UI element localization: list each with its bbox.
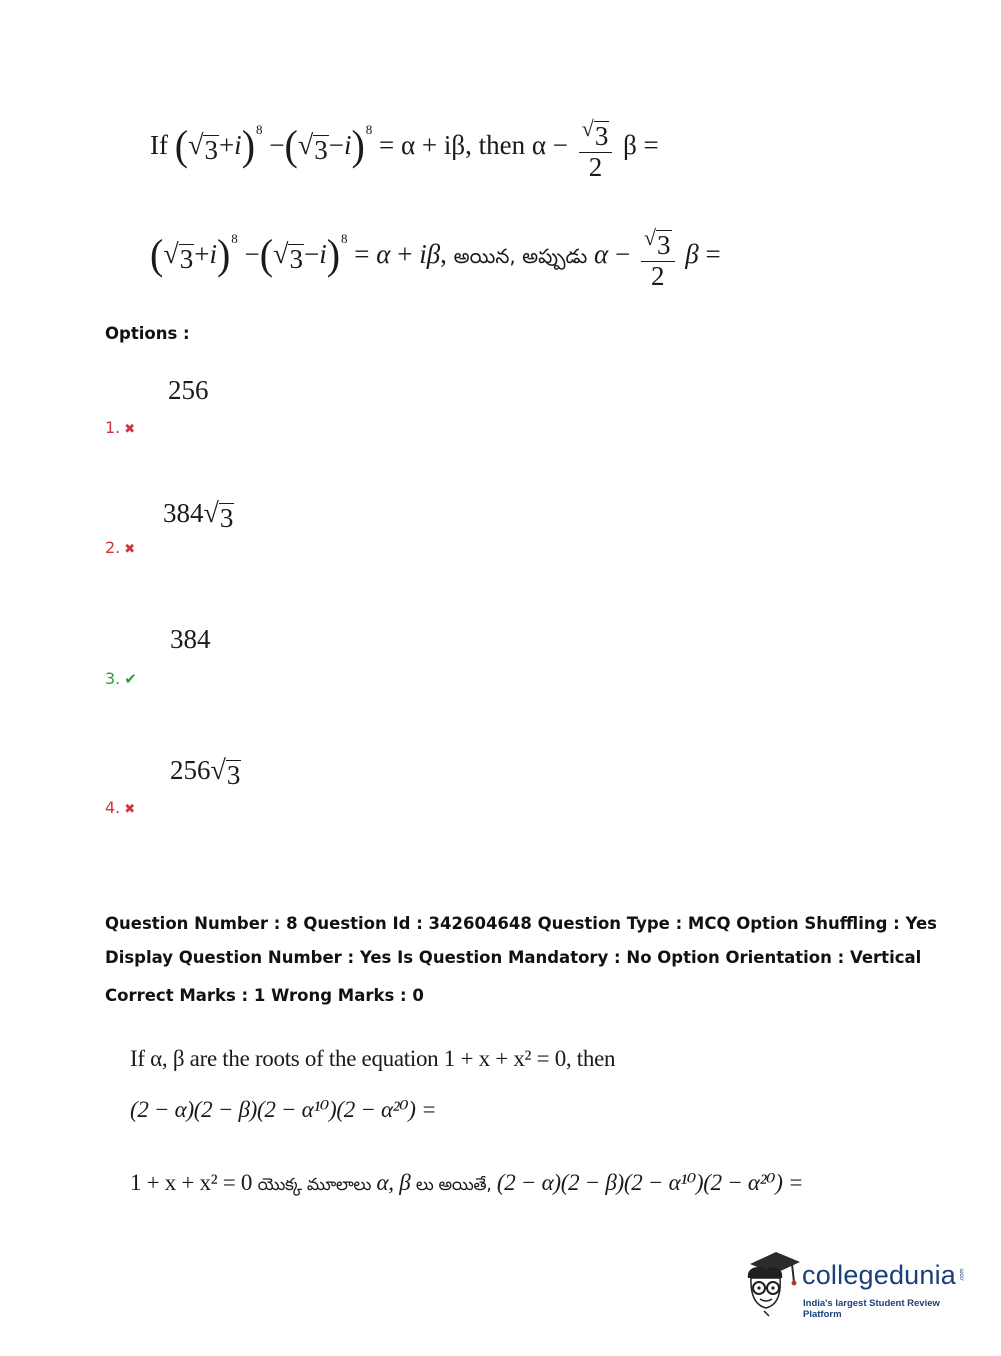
option-1-value: 256	[168, 375, 209, 405]
option-4-number: 4. ✖	[105, 798, 136, 817]
cross-mark-icon: ✖	[124, 542, 136, 557]
question-8-english-line2: (2 − α)(2 − β)(2 − α¹⁰)(2 − α²⁰) =	[130, 1097, 437, 1122]
option-2-value: 384 √ 3	[163, 498, 234, 533]
mascot-icon	[742, 1248, 802, 1318]
question-7-telugu: ( √ 3 +i)$^8$ −( √ 3 −i)$^8$ = α + iβ, అయిన, అప్పుడు α − √ 3 2 β =	[150, 222, 721, 291]
option-3-number: 3. ✔	[105, 669, 137, 688]
logo-tagline: India's largest Student Review Platform	[803, 1298, 940, 1320]
question-8-telugu: 1 + x + x² = 0 యొక్క మూలాలు α, β లు అయితే, (2 − α)(2 − β)(2 − α¹⁰)(2 − α²⁰) =	[130, 1170, 804, 1195]
option-2-number: 2. ✖	[105, 538, 136, 557]
check-mark-icon: ✔	[124, 670, 137, 688]
logo-dotcom: .com	[959, 1268, 966, 1282]
question-8-english-line1: If α, β are the roots of the equation 1 + x + x² = 0, then	[130, 1046, 616, 1071]
cross-mark-icon: ✖	[124, 802, 136, 817]
option-3-value: 384	[170, 624, 211, 654]
option-4-value: 256 √ 3	[170, 755, 241, 790]
question-7-english: If ( √ 3 +i)$^8$ −( √ 3 −i)$^8$ = α + iβ, then α − √ 3 2 β =	[150, 113, 659, 182]
question-8-meta-line2: Display Question Number : Yes Is Question Mandatory : No Option Orientation : Vertical	[105, 948, 922, 967]
question-8-meta-line1: Question Number : 8 Question Id : 342604648 Question Type : MCQ Option Shuffling : Yes	[105, 914, 937, 933]
cross-mark-icon: ✖	[124, 422, 136, 437]
collegedunia-logo[interactable]	[742, 1248, 972, 1320]
question-8-meta-line3: Correct Marks : 1 Wrong Marks : 0	[105, 986, 424, 1005]
options-label: Options :	[105, 324, 190, 343]
logo-wordmark: collegedunia	[802, 1260, 957, 1290]
option-1-number: 1. ✖	[105, 418, 136, 437]
